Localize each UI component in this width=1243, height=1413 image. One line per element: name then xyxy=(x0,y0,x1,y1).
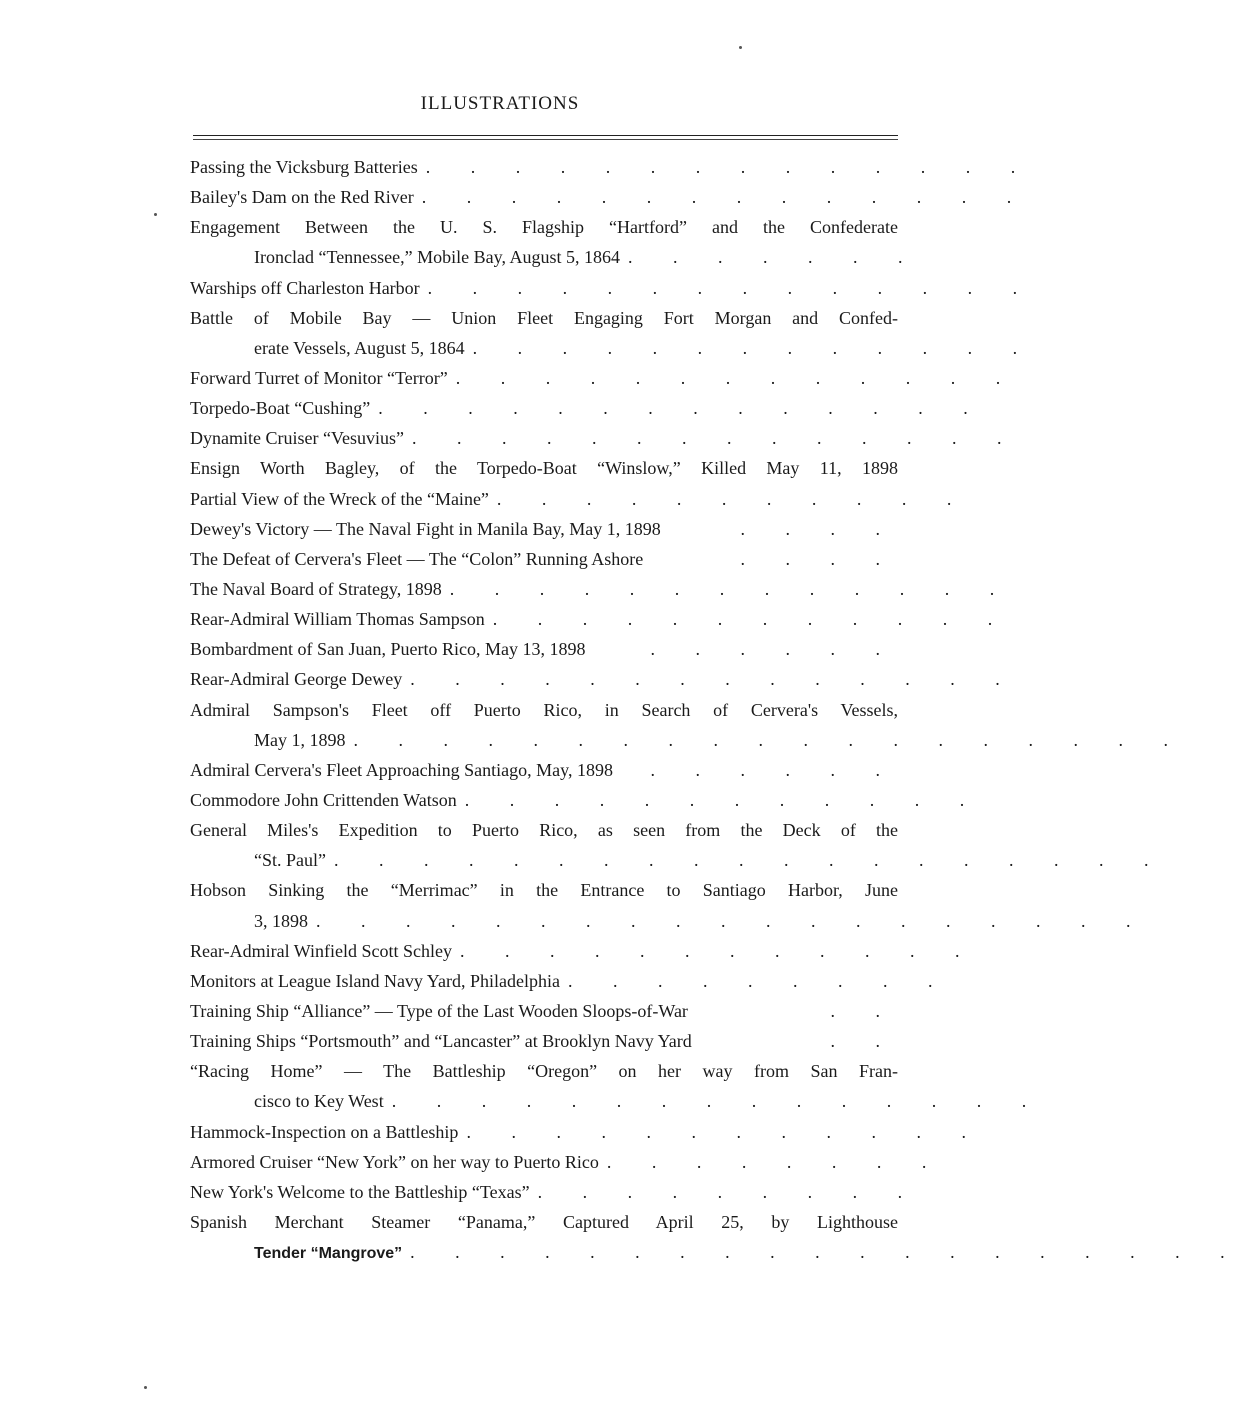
print-speck xyxy=(739,46,742,49)
list-item: Monitors at League Island Navy Yard, Philadelphia . . . . . . . . . xyxy=(190,970,951,991)
list-item-continuation: Tender “Mangrove” . . . . . . . . . . . . . . . . . . . xyxy=(254,1242,1243,1263)
list-item-continuation: cisco to Key West . . . . . . . . . . . . . . . xyxy=(254,1091,1045,1112)
list-item: “Racing Home” — The Battleship “Oregon” on her way from San Fran- xyxy=(190,1061,898,1082)
list-item: Rear-Admiral Winfield Scott Schley . . . . . . . . . . . . xyxy=(190,940,978,961)
list-item: Engagement Between the U. S. Flagship “Hartford” and the Confederate xyxy=(190,217,898,238)
list-item: Torpedo-Boat “Cushing” . . . . . . . . . . . . . . xyxy=(190,398,986,419)
list-item: The Naval Board of Strategy, 1898 . . . . . . . . . . . . . xyxy=(190,578,1013,599)
list-item: Admiral Sampson's Fleet off Puerto Rico, in Search of Cervera's Vessels, xyxy=(190,699,898,720)
title-rule xyxy=(193,135,898,136)
list-item: Battle of Mobile Bay — Union Fleet Engaging Fort Morgan and Confed- xyxy=(190,307,898,328)
list-item: Commodore John Crittenden Watson . . . . . . . . . . . . xyxy=(190,789,983,810)
list-item: Bailey's Dam on the Red River . . . . . . . . . . . . . . xyxy=(190,187,1030,208)
list-item-continuation: “St. Paul” . . . . . . . . . . . . . . . . . . . xyxy=(254,850,1167,871)
list-item: Armored Cruiser “New York” on her way to Puerto Rico . . . . . . . . xyxy=(190,1151,945,1172)
list-item: Rear-Admiral William Thomas Sampson . . . . . . . . . . . . xyxy=(190,609,1011,630)
list-item: Ensign Worth Bagley, of the Torpedo-Boat “Winslow,” Killed May 11, 1898 xyxy=(190,458,898,479)
list-item: Spanish Merchant Steamer “Panama,” Captured April 25, by Lighthouse xyxy=(190,1211,898,1232)
list-item: Warships off Charleston Harbor . . . . . . . . . . . . . . xyxy=(190,277,1036,298)
list-item: Hammock-Inspection on a Battleship . . . . . . . . . . . . xyxy=(190,1121,984,1142)
list-item-continuation: 3, 1898 . . . . . . . . . . . . . . . . . . . xyxy=(254,910,1149,931)
list-item: Admiral Cervera's Fleet Approaching Santiago, May, 1898 . . . . . . xyxy=(190,759,898,780)
list-item: Hobson Sinking the “Merrimac” in the Entrance to Santiago Harbor, June xyxy=(190,880,898,901)
list-item: The Defeat of Cervera's Fleet — The “Colon” Running Ashore . . . . xyxy=(190,548,898,569)
list-item-continuation: Ironclad “Tennessee,” Mobile Bay, August 5, 1864 . . . . . . . xyxy=(254,247,921,268)
list-item: Bombardment of San Juan, Puerto Rico, May 13, 1898 . . . . . . xyxy=(190,639,898,660)
list-item: Forward Turret of Monitor “Terror” . . . . . . . . . . . . . xyxy=(190,367,1019,388)
list-item: Partial View of the Wreck of the “Maine” . . . . . . . . . . . xyxy=(190,488,970,509)
page-title: ILLUSTRATIONS xyxy=(420,93,580,114)
list-item: General Miles's Expedition to Puerto Rico, as seen from the Deck of the xyxy=(190,820,898,841)
print-speck xyxy=(154,213,157,216)
illustrations-list xyxy=(190,152,1243,1267)
list-item: Passing the Vicksburg Batteries . . . . . . . . . . . . . . xyxy=(190,157,1034,177)
list-item-continuation: May 1, 1898 . . . . . . . . . . . . . . . . . . . xyxy=(254,729,1186,750)
list-item-continuation: erate Vessels, August 5, 1864 . . . . . . . . . . . . . xyxy=(254,337,1036,358)
list-item: Rear-Admiral George Dewey . . . . . . . . . . . . . . xyxy=(190,669,1018,690)
title-rule-thin xyxy=(193,139,898,140)
list-item: New York's Welcome to the Battleship “Texas” . . . . . . . . . xyxy=(190,1181,921,1202)
list-item: Dewey's Victory — The Naval Fight in Manila Bay, May 1, 1898 . . . . xyxy=(190,518,898,539)
list-item: Training Ship “Alliance” — Type of the Last Wooden Sloops-of-War . . xyxy=(190,1000,898,1021)
print-speck xyxy=(144,1386,147,1389)
list-item: Training Ships “Portsmouth” and “Lancaster” at Brooklyn Navy Yard . . xyxy=(190,1031,898,1052)
list-item: Dynamite Cruiser “Vesuvius” . . . . . . . . . . . . . . xyxy=(190,428,1020,449)
